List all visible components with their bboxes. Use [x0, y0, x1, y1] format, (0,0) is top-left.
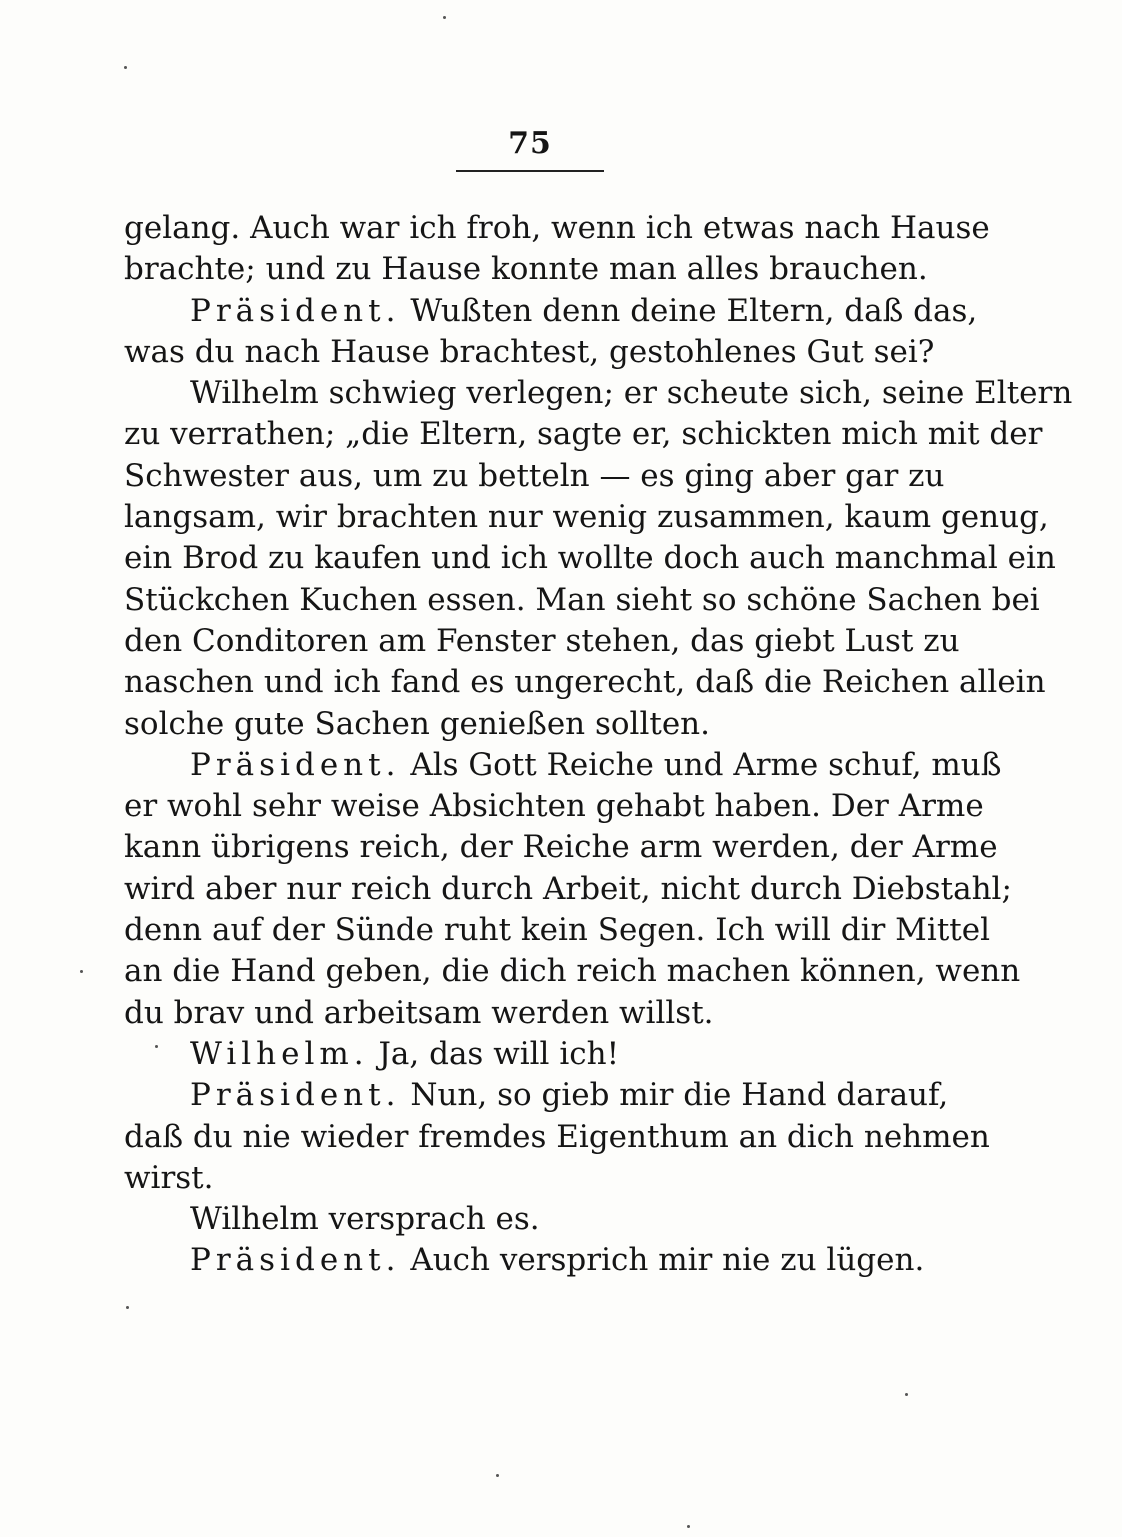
text-line — [124, 993, 934, 1034]
line-text: naschen und ich fand es ungerecht, daß die Reichen allein — [124, 664, 1046, 701]
line-text: langsam, wir brachten nur wenig zusammen, kaum genug, — [124, 499, 1049, 536]
text-line — [124, 208, 990, 249]
header-rule — [456, 170, 604, 172]
line-text: Ja, das will ich! — [378, 1035, 620, 1072]
speaker-name: Präsident. — [190, 1077, 401, 1114]
text-line — [124, 291, 978, 332]
text-line — [124, 414, 1043, 455]
text-line — [124, 869, 1012, 910]
paper-speck — [443, 16, 446, 19]
paper-speck — [80, 970, 83, 973]
text-line — [124, 621, 960, 662]
line-text: Wilhelm versprach es. — [190, 1201, 540, 1238]
line-text: zu verrathen; „die Eltern, sagte er, schickten mich mit der — [124, 416, 1043, 453]
line-text: gelang. Auch war ich froh, wenn ich etwas nach Hause — [124, 210, 990, 246]
paper-speck — [155, 1045, 158, 1048]
text-line — [124, 580, 1040, 621]
text-line — [124, 704, 934, 745]
text-line — [124, 456, 945, 497]
line-text: Auch versprich mir nie zu lügen. — [410, 1242, 925, 1279]
line-text: denn auf der Sünde ruht kein Segen. Ich will dir Mittel — [124, 912, 991, 949]
page-number: 75 — [508, 126, 552, 161]
line-text: Wilhelm schwieg verlegen; er scheute sich, seine Eltern — [190, 375, 1073, 412]
paper-speck — [124, 66, 127, 69]
line-text: Wußten denn deine Eltern, daß das, — [410, 292, 978, 329]
text-line — [124, 1075, 949, 1116]
line-text: daß du nie wieder fremdes Eigenthum an dich nehmen — [124, 1118, 990, 1155]
text-line — [124, 1199, 934, 1240]
line-text: Nun, so gieb mir die Hand darauf, — [410, 1077, 949, 1114]
text-line — [124, 1158, 934, 1199]
line-text: an die Hand geben, die dich reich machen können, wenn — [124, 953, 1021, 990]
line-text: Als Gott Reiche und Arme schuf, muß — [410, 746, 1002, 783]
line-text: was du nach Hause brachtest, gestohlenes Gut sei? — [124, 333, 935, 370]
text-line — [124, 1240, 934, 1281]
line-text: solche gute Sachen genießen sollten. — [124, 705, 711, 742]
speaker-name: Wilhelm. — [190, 1035, 369, 1072]
text-line — [124, 910, 991, 951]
text-line — [124, 249, 934, 290]
speaker-name: Präsident. — [190, 292, 401, 329]
line-text: wirst. — [124, 1159, 214, 1196]
text-line — [124, 1034, 934, 1075]
line-text: ein Brod zu kaufen und ich wollte doch auch manchmal ein — [124, 540, 1056, 577]
text-line — [124, 373, 1073, 414]
paper-speck — [905, 1393, 908, 1396]
text-line — [124, 662, 1046, 703]
text-line — [124, 497, 1049, 538]
paper-speck — [687, 1525, 690, 1528]
text-line — [124, 1117, 990, 1158]
text-line — [124, 745, 1002, 786]
line-text: den Conditoren am Fenster stehen, das giebt Lust zu — [124, 622, 960, 659]
text-line — [124, 786, 984, 827]
line-text: Schwester aus, um zu betteln — es ging aber gar zu — [124, 457, 945, 494]
paper-speck — [496, 1474, 499, 1477]
speaker-name: Präsident. — [190, 1242, 401, 1279]
text-line — [124, 827, 998, 868]
line-text: Stückchen Kuchen essen. Man sieht so schöne Sachen bei — [124, 581, 1040, 618]
line-text: wird aber nur reich durch Arbeit, nicht durch Diebstahl; — [124, 870, 1012, 907]
line-text: er wohl sehr weise Absichten gehabt haben. Der Arme — [124, 788, 984, 825]
speaker-name: Präsident. — [190, 746, 401, 783]
line-text: brachte; und zu Hause konnte man alles brauchen. — [124, 251, 928, 288]
line-text: kann übrigens reich, der Reiche arm werden, der Arme — [124, 829, 998, 866]
text-line — [124, 538, 1056, 579]
text-line — [124, 332, 934, 373]
text-line — [124, 951, 1021, 992]
body-text — [124, 208, 1073, 1282]
paper-speck — [126, 1306, 129, 1309]
line-text: du brav und arbeitsam werden willst. — [124, 994, 714, 1031]
